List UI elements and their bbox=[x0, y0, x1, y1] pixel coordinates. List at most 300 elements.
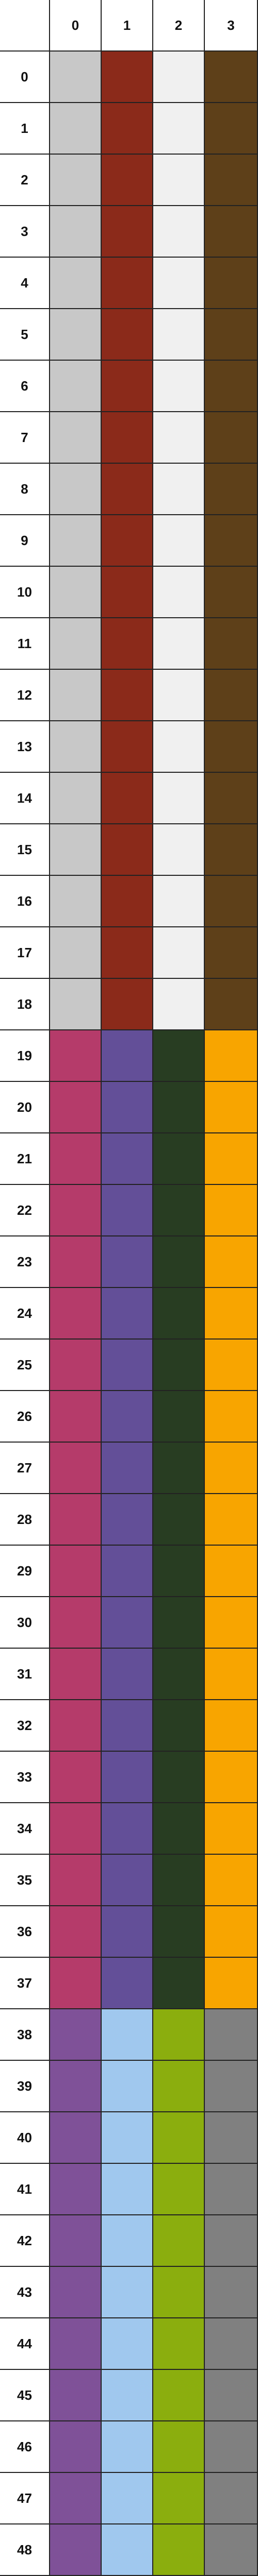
row-header: 9 bbox=[0, 515, 50, 567]
grid-row bbox=[0, 567, 258, 618]
color-cell-col-2 bbox=[153, 361, 205, 412]
color-cell-col-3 bbox=[205, 1030, 258, 1082]
color-cell-col-3 bbox=[205, 2112, 258, 2164]
color-cell-col-1 bbox=[102, 1185, 153, 1236]
color-cell-col-3 bbox=[205, 1649, 258, 1700]
color-cell-col-3 bbox=[205, 2267, 258, 2318]
row-header: 0 bbox=[0, 52, 50, 103]
color-cell-col-0 bbox=[50, 1236, 102, 1288]
row-header: 4 bbox=[0, 258, 50, 309]
color-cell-col-1 bbox=[102, 515, 153, 567]
color-cell-col-0 bbox=[50, 2009, 102, 2061]
color-cell-col-1 bbox=[102, 1391, 153, 1443]
grid-row bbox=[0, 2421, 258, 2473]
color-cell-col-2 bbox=[153, 1443, 205, 1494]
color-cell-col-3 bbox=[205, 2215, 258, 2267]
color-cell-col-0 bbox=[50, 2370, 102, 2421]
color-cell-col-1 bbox=[102, 1288, 153, 1340]
color-cell-col-1 bbox=[102, 103, 153, 155]
color-cell-col-1 bbox=[102, 2524, 153, 2576]
color-cell-col-3 bbox=[205, 309, 258, 361]
row-header: 40 bbox=[0, 2112, 50, 2164]
row-header: 33 bbox=[0, 1752, 50, 1803]
row-header: 2 bbox=[0, 155, 50, 206]
color-cell-col-1 bbox=[102, 567, 153, 618]
row-header: 32 bbox=[0, 1700, 50, 1752]
color-cell-col-1 bbox=[102, 979, 153, 1030]
color-cell-col-2 bbox=[153, 1133, 205, 1185]
color-cell-col-3 bbox=[205, 2421, 258, 2473]
grid-row bbox=[0, 515, 258, 567]
color-cell-col-2 bbox=[153, 1958, 205, 2009]
grid-row bbox=[0, 670, 258, 721]
column-header-2: 2 bbox=[153, 0, 205, 52]
color-cell-col-2 bbox=[153, 1030, 205, 1082]
grid-row bbox=[0, 721, 258, 773]
color-cell-col-1 bbox=[102, 2112, 153, 2164]
grid-row bbox=[0, 1185, 258, 1236]
row-header: 16 bbox=[0, 876, 50, 927]
color-cell-col-3 bbox=[205, 515, 258, 567]
grid-row bbox=[0, 2061, 258, 2112]
color-cell-col-3 bbox=[205, 1443, 258, 1494]
color-cell-col-1 bbox=[102, 309, 153, 361]
color-cell-col-0 bbox=[50, 2473, 102, 2524]
color-cell-col-2 bbox=[153, 2112, 205, 2164]
color-cell-col-2 bbox=[153, 1597, 205, 1649]
color-cell-col-0 bbox=[50, 824, 102, 876]
grid-row bbox=[0, 52, 258, 103]
grid-row bbox=[0, 206, 258, 258]
grid-row bbox=[0, 2524, 258, 2576]
color-cell-col-0 bbox=[50, 670, 102, 721]
color-cell-col-0 bbox=[50, 1803, 102, 1855]
grid-row bbox=[0, 1494, 258, 1546]
color-cell-col-3 bbox=[205, 1803, 258, 1855]
color-cell-col-1 bbox=[102, 1494, 153, 1546]
color-cell-col-1 bbox=[102, 464, 153, 515]
color-cell-col-0 bbox=[50, 258, 102, 309]
color-cell-col-0 bbox=[50, 52, 102, 103]
color-cell-col-3 bbox=[205, 2009, 258, 2061]
grid-row bbox=[0, 979, 258, 1030]
row-header: 30 bbox=[0, 1597, 50, 1649]
grid-row bbox=[0, 773, 258, 824]
color-cell-col-3 bbox=[205, 670, 258, 721]
color-cell-col-0 bbox=[50, 1649, 102, 1700]
grid-row bbox=[0, 1958, 258, 2009]
color-cell-col-0 bbox=[50, 1906, 102, 1958]
color-cell-col-2 bbox=[153, 206, 205, 258]
color-cell-col-2 bbox=[153, 2318, 205, 2370]
color-cell-col-2 bbox=[153, 1340, 205, 1391]
color-cell-col-1 bbox=[102, 1958, 153, 2009]
color-cell-col-2 bbox=[153, 155, 205, 206]
color-cell-col-1 bbox=[102, 1030, 153, 1082]
color-cell-col-2 bbox=[153, 258, 205, 309]
row-header: 31 bbox=[0, 1649, 50, 1700]
row-header: 1 bbox=[0, 103, 50, 155]
color-cell-col-1 bbox=[102, 1752, 153, 1803]
row-header: 26 bbox=[0, 1391, 50, 1443]
color-cell-col-2 bbox=[153, 1700, 205, 1752]
color-cell-col-2 bbox=[153, 979, 205, 1030]
row-header: 29 bbox=[0, 1546, 50, 1597]
color-cell-col-0 bbox=[50, 618, 102, 670]
color-cell-col-1 bbox=[102, 2370, 153, 2421]
color-cell-col-0 bbox=[50, 1133, 102, 1185]
grid-row bbox=[0, 1855, 258, 1906]
color-cell-col-1 bbox=[102, 2267, 153, 2318]
color-cell-col-2 bbox=[153, 670, 205, 721]
grid-row bbox=[0, 309, 258, 361]
color-cell-col-3 bbox=[205, 876, 258, 927]
row-header: 41 bbox=[0, 2164, 50, 2215]
row-header: 46 bbox=[0, 2421, 50, 2473]
grid-row bbox=[0, 1133, 258, 1185]
color-cell-col-1 bbox=[102, 258, 153, 309]
grid-row bbox=[0, 1803, 258, 1855]
color-cell-col-3 bbox=[205, 1855, 258, 1906]
row-header: 11 bbox=[0, 618, 50, 670]
color-cell-col-0 bbox=[50, 2112, 102, 2164]
color-cell-col-2 bbox=[153, 2370, 205, 2421]
grid-row bbox=[0, 155, 258, 206]
color-cell-col-2 bbox=[153, 2473, 205, 2524]
color-cell-col-1 bbox=[102, 2421, 153, 2473]
color-cell-col-1 bbox=[102, 1133, 153, 1185]
color-cell-col-1 bbox=[102, 876, 153, 927]
grid-row bbox=[0, 2370, 258, 2421]
grid-row bbox=[0, 464, 258, 515]
row-header: 10 bbox=[0, 567, 50, 618]
color-cell-col-0 bbox=[50, 773, 102, 824]
grid-row bbox=[0, 1906, 258, 1958]
color-cell-col-3 bbox=[205, 2164, 258, 2215]
grid-row bbox=[0, 2009, 258, 2061]
row-header: 13 bbox=[0, 721, 50, 773]
color-cell-col-2 bbox=[153, 2267, 205, 2318]
color-cell-col-3 bbox=[205, 1133, 258, 1185]
row-header: 5 bbox=[0, 309, 50, 361]
color-cell-col-1 bbox=[102, 1855, 153, 1906]
color-cell-col-2 bbox=[153, 876, 205, 927]
color-cell-col-2 bbox=[153, 1082, 205, 1133]
color-cell-col-1 bbox=[102, 927, 153, 979]
grid-row bbox=[0, 876, 258, 927]
color-cell-col-1 bbox=[102, 1700, 153, 1752]
grid-row bbox=[0, 2318, 258, 2370]
color-cell-col-0 bbox=[50, 2215, 102, 2267]
color-cell-col-3 bbox=[205, 2370, 258, 2421]
row-header: 42 bbox=[0, 2215, 50, 2267]
color-cell-col-2 bbox=[153, 52, 205, 103]
grid-row bbox=[0, 1288, 258, 1340]
color-cell-col-0 bbox=[50, 1855, 102, 1906]
grid-row bbox=[0, 1597, 258, 1649]
row-header: 27 bbox=[0, 1443, 50, 1494]
row-header: 45 bbox=[0, 2370, 50, 2421]
grid-row bbox=[0, 618, 258, 670]
color-cell-col-0 bbox=[50, 2267, 102, 2318]
row-header: 39 bbox=[0, 2061, 50, 2112]
color-cell-col-1 bbox=[102, 2318, 153, 2370]
grid-row bbox=[0, 927, 258, 979]
color-cell-col-1 bbox=[102, 2061, 153, 2112]
color-cell-col-2 bbox=[153, 927, 205, 979]
color-cell-col-0 bbox=[50, 2164, 102, 2215]
color-cell-col-3 bbox=[205, 1958, 258, 2009]
grid-row bbox=[0, 2473, 258, 2524]
corner-cell bbox=[0, 0, 50, 52]
color-cell-col-1 bbox=[102, 2164, 153, 2215]
row-header: 18 bbox=[0, 979, 50, 1030]
color-cell-col-3 bbox=[205, 773, 258, 824]
row-header: 21 bbox=[0, 1133, 50, 1185]
color-cell-col-3 bbox=[205, 1391, 258, 1443]
row-header: 20 bbox=[0, 1082, 50, 1133]
grid-row bbox=[0, 103, 258, 155]
row-header: 7 bbox=[0, 412, 50, 464]
row-header: 38 bbox=[0, 2009, 50, 2061]
color-cell-col-1 bbox=[102, 361, 153, 412]
grid-row bbox=[0, 2112, 258, 2164]
color-cell-col-3 bbox=[205, 1597, 258, 1649]
color-cell-col-0 bbox=[50, 1030, 102, 1082]
row-header: 37 bbox=[0, 1958, 50, 2009]
grid-row bbox=[0, 1546, 258, 1597]
grid-row bbox=[0, 824, 258, 876]
color-cell-col-1 bbox=[102, 1906, 153, 1958]
row-header: 14 bbox=[0, 773, 50, 824]
row-header: 47 bbox=[0, 2473, 50, 2524]
grid-body bbox=[0, 52, 258, 2576]
color-cell-col-3 bbox=[205, 824, 258, 876]
color-cell-col-3 bbox=[205, 1082, 258, 1133]
row-header: 15 bbox=[0, 824, 50, 876]
color-cell-col-0 bbox=[50, 2524, 102, 2576]
color-cell-col-0 bbox=[50, 103, 102, 155]
row-header: 36 bbox=[0, 1906, 50, 1958]
color-cell-col-0 bbox=[50, 515, 102, 567]
color-cell-col-3 bbox=[205, 2473, 258, 2524]
column-header-3: 3 bbox=[205, 0, 258, 52]
grid-row bbox=[0, 258, 258, 309]
row-header: 34 bbox=[0, 1803, 50, 1855]
color-cell-col-0 bbox=[50, 2421, 102, 2473]
color-cell-col-0 bbox=[50, 464, 102, 515]
color-cell-col-1 bbox=[102, 721, 153, 773]
color-cell-col-2 bbox=[153, 1185, 205, 1236]
row-header: 12 bbox=[0, 670, 50, 721]
column-header-1: 1 bbox=[102, 0, 153, 52]
color-cell-col-3 bbox=[205, 2318, 258, 2370]
color-cell-col-0 bbox=[50, 1546, 102, 1597]
color-cell-col-3 bbox=[205, 206, 258, 258]
color-cell-col-0 bbox=[50, 1288, 102, 1340]
color-cell-col-0 bbox=[50, 721, 102, 773]
color-cell-col-3 bbox=[205, 2524, 258, 2576]
row-header: 3 bbox=[0, 206, 50, 258]
color-cell-col-3 bbox=[205, 258, 258, 309]
color-cell-col-3 bbox=[205, 52, 258, 103]
color-cell-col-1 bbox=[102, 1546, 153, 1597]
row-header: 44 bbox=[0, 2318, 50, 2370]
color-cell-col-0 bbox=[50, 567, 102, 618]
color-cell-col-1 bbox=[102, 155, 153, 206]
grid-row bbox=[0, 1030, 258, 1082]
grid-row bbox=[0, 1700, 258, 1752]
color-cell-col-1 bbox=[102, 52, 153, 103]
grid-row bbox=[0, 1340, 258, 1391]
grid-row bbox=[0, 1752, 258, 1803]
color-cell-col-0 bbox=[50, 2318, 102, 2370]
color-cell-col-0 bbox=[50, 1443, 102, 1494]
color-cell-col-0 bbox=[50, 361, 102, 412]
row-header: 19 bbox=[0, 1030, 50, 1082]
column-header-0: 0 bbox=[50, 0, 102, 52]
color-cell-col-2 bbox=[153, 1855, 205, 1906]
color-cell-col-2 bbox=[153, 1288, 205, 1340]
column-header-row bbox=[0, 0, 258, 52]
color-cell-col-2 bbox=[153, 464, 205, 515]
color-cell-col-3 bbox=[205, 567, 258, 618]
color-cell-col-0 bbox=[50, 155, 102, 206]
row-header: 35 bbox=[0, 1855, 50, 1906]
color-cell-col-0 bbox=[50, 1958, 102, 2009]
color-cell-col-2 bbox=[153, 773, 205, 824]
color-cell-col-3 bbox=[205, 1340, 258, 1391]
row-header: 48 bbox=[0, 2524, 50, 2576]
color-cell-col-1 bbox=[102, 1236, 153, 1288]
color-cell-col-1 bbox=[102, 1082, 153, 1133]
grid-row bbox=[0, 1649, 258, 1700]
color-cell-col-1 bbox=[102, 1803, 153, 1855]
color-cell-col-2 bbox=[153, 515, 205, 567]
color-cell-col-0 bbox=[50, 1752, 102, 1803]
color-cell-col-3 bbox=[205, 1288, 258, 1340]
row-header: 28 bbox=[0, 1494, 50, 1546]
color-cell-col-0 bbox=[50, 876, 102, 927]
row-header: 17 bbox=[0, 927, 50, 979]
color-cell-col-0 bbox=[50, 309, 102, 361]
color-cell-col-0 bbox=[50, 1082, 102, 1133]
grid-row bbox=[0, 2215, 258, 2267]
row-header: 22 bbox=[0, 1185, 50, 1236]
color-cell-col-3 bbox=[205, 103, 258, 155]
color-cell-col-0 bbox=[50, 2061, 102, 2112]
row-header: 8 bbox=[0, 464, 50, 515]
color-cell-col-3 bbox=[205, 361, 258, 412]
color-cell-col-1 bbox=[102, 2215, 153, 2267]
color-cell-col-3 bbox=[205, 1185, 258, 1236]
row-header: 43 bbox=[0, 2267, 50, 2318]
color-cell-col-3 bbox=[205, 1906, 258, 1958]
color-cell-col-3 bbox=[205, 618, 258, 670]
color-cell-col-3 bbox=[205, 2061, 258, 2112]
color-cell-col-1 bbox=[102, 2473, 153, 2524]
color-cell-col-2 bbox=[153, 618, 205, 670]
color-cell-col-0 bbox=[50, 1700, 102, 1752]
grid-row bbox=[0, 1082, 258, 1133]
color-cell-col-2 bbox=[153, 1752, 205, 1803]
color-cell-col-3 bbox=[205, 1546, 258, 1597]
grid-row bbox=[0, 1391, 258, 1443]
color-cell-col-2 bbox=[153, 1803, 205, 1855]
color-cell-col-0 bbox=[50, 1340, 102, 1391]
color-cell-col-2 bbox=[153, 103, 205, 155]
color-cell-col-2 bbox=[153, 1649, 205, 1700]
color-cell-col-3 bbox=[205, 1236, 258, 1288]
color-cell-col-2 bbox=[153, 1236, 205, 1288]
color-cell-col-1 bbox=[102, 1649, 153, 1700]
row-header: 6 bbox=[0, 361, 50, 412]
color-cell-col-2 bbox=[153, 567, 205, 618]
color-cell-col-1 bbox=[102, 1340, 153, 1391]
row-header: 23 bbox=[0, 1236, 50, 1288]
color-cell-col-2 bbox=[153, 1391, 205, 1443]
grid-row bbox=[0, 361, 258, 412]
color-cell-col-2 bbox=[153, 721, 205, 773]
color-cell-col-2 bbox=[153, 2421, 205, 2473]
color-cell-col-3 bbox=[205, 412, 258, 464]
color-cell-col-3 bbox=[205, 979, 258, 1030]
color-cell-col-1 bbox=[102, 412, 153, 464]
color-cell-col-0 bbox=[50, 1597, 102, 1649]
color-cell-col-3 bbox=[205, 1494, 258, 1546]
color-cell-col-0 bbox=[50, 1185, 102, 1236]
grid-row bbox=[0, 2267, 258, 2318]
color-cell-col-2 bbox=[153, 309, 205, 361]
color-cell-col-3 bbox=[205, 721, 258, 773]
grid-row bbox=[0, 1443, 258, 1494]
color-cell-col-1 bbox=[102, 824, 153, 876]
color-cell-col-2 bbox=[153, 412, 205, 464]
color-cell-col-1 bbox=[102, 773, 153, 824]
color-cell-col-1 bbox=[102, 618, 153, 670]
color-cell-col-2 bbox=[153, 1546, 205, 1597]
color-cell-col-1 bbox=[102, 1443, 153, 1494]
row-header: 24 bbox=[0, 1288, 50, 1340]
color-cell-col-3 bbox=[205, 155, 258, 206]
color-cell-col-2 bbox=[153, 2215, 205, 2267]
color-cell-col-0 bbox=[50, 979, 102, 1030]
color-cell-col-1 bbox=[102, 1597, 153, 1649]
color-cell-col-1 bbox=[102, 2009, 153, 2061]
color-cell-col-3 bbox=[205, 464, 258, 515]
color-cell-col-3 bbox=[205, 927, 258, 979]
color-cell-col-0 bbox=[50, 412, 102, 464]
color-cell-col-3 bbox=[205, 1752, 258, 1803]
color-cell-col-0 bbox=[50, 206, 102, 258]
color-cell-col-3 bbox=[205, 1700, 258, 1752]
grid-row bbox=[0, 412, 258, 464]
row-header: 25 bbox=[0, 1340, 50, 1391]
color-cell-col-0 bbox=[50, 1494, 102, 1546]
color-cell-col-1 bbox=[102, 206, 153, 258]
color-cell-col-2 bbox=[153, 824, 205, 876]
color-cell-col-2 bbox=[153, 2524, 205, 2576]
grid-row bbox=[0, 2164, 258, 2215]
grid-row bbox=[0, 1236, 258, 1288]
color-cell-col-1 bbox=[102, 670, 153, 721]
color-cell-col-2 bbox=[153, 2009, 205, 2061]
color-cell-col-2 bbox=[153, 1906, 205, 1958]
color-cell-col-0 bbox=[50, 1391, 102, 1443]
color-cell-col-0 bbox=[50, 927, 102, 979]
color-cell-col-2 bbox=[153, 2061, 205, 2112]
color-cell-col-2 bbox=[153, 1494, 205, 1546]
